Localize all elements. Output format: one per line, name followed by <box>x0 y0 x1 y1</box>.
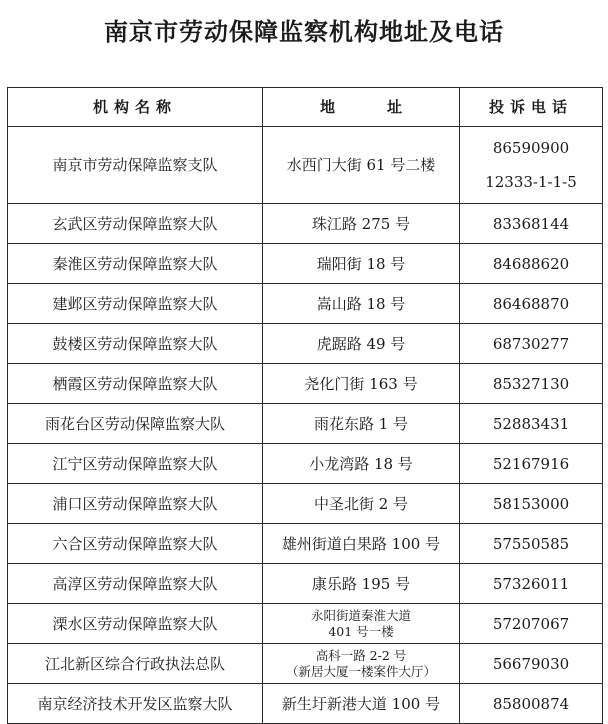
table-row <box>8 524 603 564</box>
address-cell <box>263 284 460 324</box>
table-row <box>8 564 603 604</box>
address-cell <box>263 524 460 564</box>
org-name-cell: 江北新区综合行政执法总队 <box>8 644 263 684</box>
address-cell <box>263 564 460 604</box>
table-row <box>8 244 603 284</box>
phone-cell <box>460 684 603 724</box>
address-cell <box>263 127 460 204</box>
org-name-cell: 浦口区劳动保障监察大队 <box>8 484 263 524</box>
phone-number: 85327130 <box>492 374 570 393</box>
address-line: 雨花东路 1 号 <box>313 414 409 433</box>
address-line: 雄州街道白果路 100 号 <box>281 534 441 553</box>
phone-cell <box>460 127 603 204</box>
table-row <box>8 484 603 524</box>
phone-number: 83368144 <box>492 214 570 233</box>
address-line: 中圣北街 2 号 <box>313 494 409 513</box>
phone-number: 85800874 <box>492 694 570 713</box>
address-cell <box>263 684 460 724</box>
table-row <box>8 324 603 364</box>
org-name-cell: 建邺区劳动保障监察大队 <box>8 284 263 324</box>
org-name-cell: 栖霞区劳动保障监察大队 <box>8 364 263 404</box>
phone-number: 56679030 <box>492 654 570 673</box>
phone-cell <box>460 484 603 524</box>
table-row <box>8 604 603 644</box>
phone-cell <box>460 204 603 244</box>
address-line: 高科一路 2-2 号 <box>315 647 407 663</box>
org-name-cell: 江宁区劳动保障监察大队 <box>8 444 263 484</box>
address-line: 珠江路 275 号 <box>311 214 411 233</box>
phone-cell <box>460 644 603 684</box>
table-header-row <box>8 88 603 127</box>
address-line: （新居大厦一楼案件大厅） <box>285 663 436 679</box>
phone-cell <box>460 444 603 484</box>
address-line: 瑞阳街 18 号 <box>316 254 406 273</box>
table-body <box>8 127 603 724</box>
phone-number: 57550585 <box>492 534 570 553</box>
header-address-right: 址 <box>387 98 403 116</box>
address-cell <box>263 604 460 644</box>
org-name-cell: 雨花台区劳动保障监察大队 <box>8 404 263 444</box>
org-name-cell: 六合区劳动保障监察大队 <box>8 524 263 564</box>
address-cell <box>263 364 460 404</box>
address-cell <box>263 324 460 364</box>
phone-number: 86590900 <box>492 139 570 157</box>
phone-number: 68730277 <box>492 334 570 353</box>
header-address-left: 地 <box>319 98 335 116</box>
address-cell <box>263 244 460 284</box>
phone-number: 57207067 <box>492 614 570 633</box>
table-row <box>8 444 603 484</box>
table-row <box>8 644 603 684</box>
phone-number: 12333-1-1-5 <box>485 173 577 191</box>
table-row <box>8 204 603 244</box>
address-line: 永阳街道秦淮大道 <box>310 607 411 623</box>
address-cell <box>263 484 460 524</box>
address-line: 水西门大街 61 号二楼 <box>286 156 436 174</box>
org-name-cell: 秦淮区劳动保障监察大队 <box>8 244 263 284</box>
phone-number: 86468870 <box>492 294 570 313</box>
phone-cell <box>460 564 603 604</box>
phone-number: 57326011 <box>492 574 570 593</box>
table-row <box>8 364 603 404</box>
phone-number: 52883431 <box>492 414 570 433</box>
org-name-cell: 高淳区劳动保障监察大队 <box>8 564 263 604</box>
address-line: 康乐路 195 号 <box>311 574 411 593</box>
address-line: 401 号一楼 <box>328 623 394 639</box>
phone-number: 84688620 <box>492 254 570 273</box>
table-row <box>8 404 603 444</box>
org-name-cell: 鼓楼区劳动保障监察大队 <box>8 324 263 364</box>
phone-cell <box>460 284 603 324</box>
address-cell <box>263 204 460 244</box>
org-name-cell: 溧水区劳动保障监察大队 <box>8 604 263 644</box>
address-cell <box>263 404 460 444</box>
address-cell <box>263 644 460 684</box>
header-address <box>263 88 460 127</box>
address-cell <box>263 444 460 484</box>
address-line: 虎踞路 49 号 <box>316 334 406 353</box>
phone-cell <box>460 364 603 404</box>
phone-cell <box>460 404 603 444</box>
header-org: 机构名称 <box>8 88 263 127</box>
org-name-cell: 玄武区劳动保障监察大队 <box>8 204 263 244</box>
phone-cell <box>460 604 603 644</box>
header-phone: 投诉电话 <box>460 88 603 127</box>
phone-number: 52167916 <box>492 454 570 473</box>
phone-number: 58153000 <box>492 494 570 513</box>
contact-table <box>7 87 603 724</box>
table-row <box>8 127 603 204</box>
org-name-cell: 南京市劳动保障监察支队 <box>8 127 263 204</box>
address-line: 尧化门街 163 号 <box>304 374 418 393</box>
address-line: 新生圩新港大道 100 号 <box>281 694 441 713</box>
table-row <box>8 684 603 724</box>
org-name-cell: 南京经济技术开发区监察大队 <box>8 684 263 724</box>
page-title: 南京市劳动保障监察机构地址及电话 <box>104 18 504 46</box>
table-row <box>8 284 603 324</box>
phone-cell <box>460 244 603 284</box>
phone-cell <box>460 524 603 564</box>
address-line: 小龙湾路 18 号 <box>309 454 413 473</box>
phone-cell <box>460 324 603 364</box>
address-line: 嵩山路 18 号 <box>316 294 406 313</box>
